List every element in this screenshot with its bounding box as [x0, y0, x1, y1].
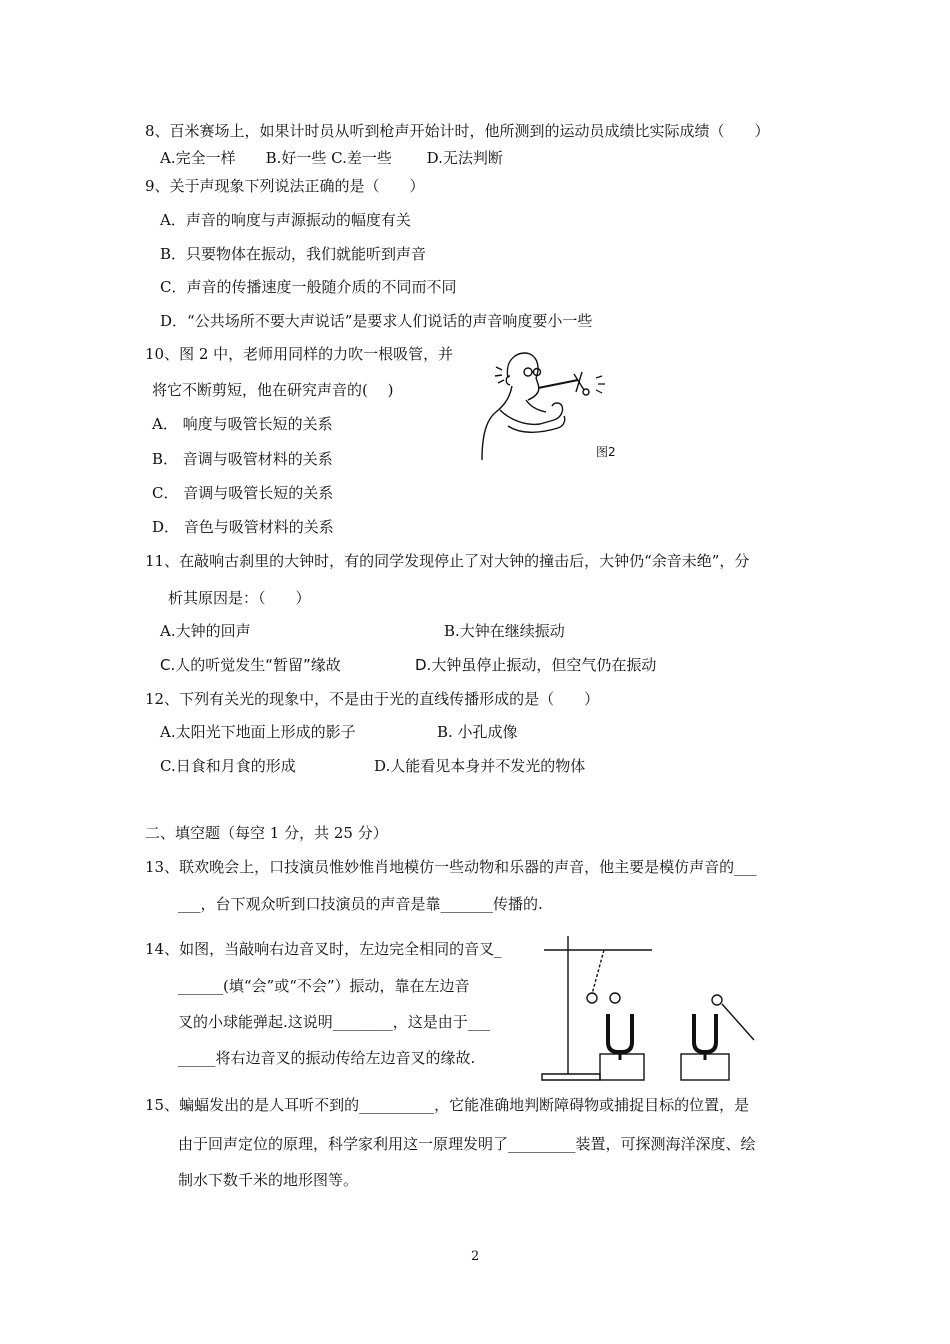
q12-option-c: C.日食和月食的形成 [160, 757, 296, 775]
q13-line2: ___，台下观众听到口技演员的声音是靠_______传播的. [178, 895, 543, 913]
q11-option-b: B.大钟在继续振动 [444, 622, 565, 640]
q9-option-d: D．“公共场所不要大声说话”是要求人们说话的声音响度要小一些 [160, 312, 593, 330]
q10-option-a: A． 响度与吸管长短的关系 [152, 415, 333, 433]
teacher-straw-figure [478, 348, 628, 463]
q9-option-c: C．声音的传播速度一般随介质的不同而不同 [160, 278, 457, 296]
q10-stem-line1: 10、图 2 中，老师用同样的力吹一根吸管，并 [145, 345, 454, 363]
q8-options: A.完全一样 B.好一些 C.差一些 D.无法判断 [160, 149, 503, 167]
q11-stem-line1: 11、在敲响古刹里的大钟时，有的同学发现停止了对大钟的撞击后，大钟仍“余音未绝”，分 [145, 552, 750, 570]
q14-line4: _____将右边音叉的振动传给左边音叉的缘故. [178, 1049, 476, 1067]
q10-option-b: B． 音调与吸管材料的关系 [152, 450, 333, 468]
section-2-title: 二、填空题（每空 1 分，共 25 分） [145, 824, 388, 842]
q11-option-a: A.大钟的回声 [160, 622, 251, 640]
q11-option-c: C.人的听觉发生“暂留”缘故 [160, 656, 341, 674]
q10-option-c: C． 音调与吸管长短的关系 [152, 484, 334, 502]
q10-stem-line2: 将它不断剪短，他在研究声音的( ) [152, 381, 394, 399]
q15-line3: 制水下数千米的地形图等。 [178, 1171, 359, 1189]
q14-line3: 叉的小球能弹起.这说明________，这是由于___ [178, 1013, 491, 1031]
q9-option-b: B．只要物体在振动，我们就能听到声音 [160, 245, 427, 263]
q11-option-d: D.大钟虽停止振动，但空气仍在振动 [415, 656, 657, 674]
q12-stem: 12、下列有关光的现象中，不是由于光的直线传播形成的是（ ） [145, 690, 600, 708]
q13-line1: 13、联欢晚会上，口技演员惟妙惟肖地模仿一些动物和乐器的声音，他主要是模仿声音的___ [145, 858, 757, 876]
q14-line2: ______(填“会”或“不会”）振动，靠在左边音 [178, 977, 470, 995]
q12-option-d: D.人能看见本身并不发光的物体 [374, 757, 586, 775]
q12-option-b: B. 小孔成像 [437, 723, 518, 741]
q11-stem-line2: 析其原因是：（ ） [168, 589, 311, 607]
q12-option-a: A.太阳光下地面上形成的影子 [160, 723, 356, 741]
q15-line1: 15、蝙蝠发出的是人耳听不到的__________，它能准确地判断障碍物或捕捉目标的位置，是 [145, 1096, 750, 1114]
q15-line2: 由于回声定位的原理，科学家利用这一原理发明了_________装置，可探测海洋深度、绘 [178, 1135, 756, 1153]
q9-stem: 9、关于声现象下列说法正确的是（ ） [145, 177, 425, 195]
page-number: 2 [471, 1249, 480, 1264]
q8-stem: 8、百米赛场上，如果计时员从听到枪声开始计时，他所测到的运动员成绩比实际成绩（ ） [145, 122, 770, 140]
figure-2-label: 图2 [596, 445, 616, 459]
q14-line1: 14、如图，当敲响右边音叉时，左边完全相同的音叉_ [145, 940, 502, 958]
q9-option-a: A．声音的响度与声源振动的幅度有关 [160, 211, 411, 229]
q10-option-d: D． 音色与吸管材料的关系 [152, 518, 334, 536]
tuning-fork-figure [540, 934, 765, 1084]
